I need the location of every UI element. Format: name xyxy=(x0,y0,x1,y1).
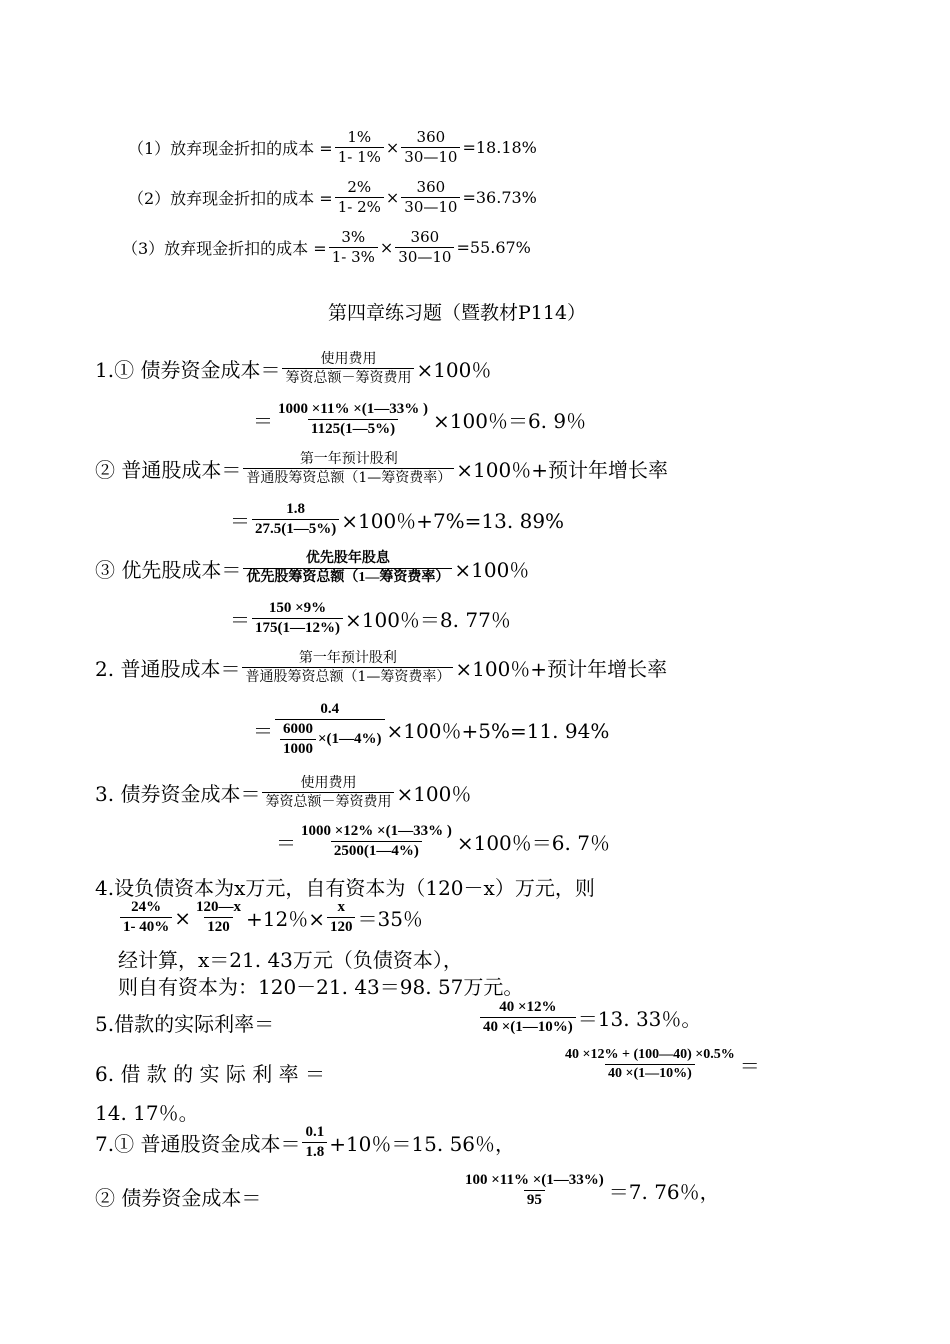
q3-calc: ＝ $\frac{1000 \times 12\% \times(1—33\% )}{2500(1—4\%)}$ ×100％＝6. 7％ xyxy=(276,823,610,859)
label: 3. 债券资金成本＝ xyxy=(95,782,261,807)
q7-bond-label-row: ② 债券资金成本＝ xyxy=(95,1186,262,1210)
tail: ×100％+7%=13. 89% xyxy=(341,509,565,534)
fraction: $\frac{x}{120}$ xyxy=(327,900,356,936)
q1-preferred-stock-cost xyxy=(95,552,529,585)
discount-line-1 xyxy=(128,130,537,166)
q4-equation: $\frac{24\%}{1- 40\%}$ × $\frac{120—x}{120}$ +12％× $\frac{x}{120}$ ＝35％ xyxy=(118,900,423,936)
q1-common-stock-calc: ＝ $\frac{1.8}{27.5(1—5\%)}$ ×100％+7%=13. 89% xyxy=(230,501,565,537)
times-sign: × xyxy=(385,138,400,158)
line-label: （3）放弃现金折扣的成本 = xyxy=(122,239,327,259)
label: ② 普通股成本＝ xyxy=(95,458,242,483)
label: 2. 普通股成本＝ xyxy=(95,657,241,682)
discount-line-2 xyxy=(128,180,537,216)
tail: ×100％＝8. 77％ xyxy=(345,608,511,633)
fraction: $\frac{\text{第一年预计股利}}{\text{普通股筹资总额（1—筹资费率）}}$ xyxy=(243,452,454,485)
line-label: （1）放弃现金折扣的成本 = xyxy=(128,139,333,159)
q1-bond-cost-calc: ＝ $\frac{1000 \times 11\% \times(1—33\% )}{1125(1—5\%)}$ ×100％＝6. 9％ xyxy=(253,401,587,437)
fraction: $\frac{1000 \times 11\% \times(1—33\% )}{1125(1—5\%)}$ xyxy=(278,401,429,437)
fraction: $\frac{24\%}{1- 40\%}$ xyxy=(120,900,172,936)
tail: ×100％+预计年增长率 xyxy=(455,657,668,682)
q3-bond-cost xyxy=(95,776,471,809)
result: =36.73% xyxy=(462,188,537,208)
fraction: $\frac{150 \times 9\%}{175(1—12\%)}$ xyxy=(252,601,343,637)
tail: ×100％ xyxy=(416,358,492,383)
q5-formula xyxy=(478,1000,701,1036)
q1-preferred-stock-calc: ＝ $\frac{150 \times 9\%}{175(1—12\%)}$ ×100％＝8. 77％ xyxy=(230,600,511,636)
tail: +10％＝15. 56％， xyxy=(329,1132,516,1157)
fraction: $\frac{360}{30—10}$ xyxy=(401,130,460,166)
fraction: $\frac{\text{优先股年股息}}{\text{优先股筹资总额（1—筹资费率）}}$ xyxy=(243,552,452,585)
fraction: $\frac{\text{第一年预计股利}}{\text{普通股筹资总额（1—筹资费率）}}$ xyxy=(242,651,453,684)
q4-line-4: 则自有资本为：120－21. 43＝98. 57万元。 xyxy=(118,975,524,999)
q5-label-row: 5.借款的实际利率＝ xyxy=(95,1012,275,1036)
q4-line-1: 4.设负债资本为x万元，自有资本为（120－x）万元，则 xyxy=(95,876,595,900)
fraction: $\frac{360}{30—10}$ xyxy=(401,180,460,216)
label: ③ 优先股成本＝ xyxy=(95,558,242,583)
q6-label-row: 6. 借 款 的 实 际 利 率 ＝ xyxy=(95,1062,325,1086)
q4-line-3: 经计算，x＝21. 43万元（负债资本）， xyxy=(118,948,463,972)
q7-bond-formula xyxy=(460,1173,720,1209)
tail: ＝ xyxy=(739,1054,760,1079)
fraction: $\frac{\text{使用费用}}{\text{筹资总额－筹资费用}}$ xyxy=(282,352,414,385)
tail: ×100％ xyxy=(454,558,530,583)
q2-calc: ＝ 0.4 $\frac{6000}{1000}$ ×(1—4%) ×100％+5%=11. 94% xyxy=(253,701,610,757)
result: =18.18% xyxy=(462,138,537,158)
q6-line-2: 14. 17％。 xyxy=(95,1101,199,1125)
fraction: $\frac{2\%}{1- 2\%}$ xyxy=(335,180,384,216)
tail: ＝7. 76％， xyxy=(608,1180,720,1205)
fraction: $\frac{1\%}{1- 1\%}$ xyxy=(335,130,384,166)
fraction: $\frac{100 \times 11\% \times(1—33\%)}{95}$ xyxy=(465,1172,604,1208)
tail: ＝13. 33％。 xyxy=(577,1007,702,1032)
q7-common-stock-cost xyxy=(95,1125,515,1161)
fraction: $\frac{3\%}{1- 3\%}$ xyxy=(329,230,378,266)
label: 7.① 普通股资金成本＝ xyxy=(95,1132,301,1157)
tail: ×100％+预计年增长率 xyxy=(456,458,668,483)
fraction: $\frac{\text{使用费用}}{\text{筹资总额－筹资费用}}$ xyxy=(262,776,394,809)
q1-bond-cost xyxy=(95,352,491,385)
chapter-title: 第四章练习题（暨教材P114） xyxy=(328,302,587,324)
fraction: $\frac{1000 \times 12\% \times(1—33\% )}{2500(1—4\%)}$ xyxy=(301,823,452,859)
tail: ×100％＝6. 7％ xyxy=(456,831,610,856)
times-sign: × xyxy=(379,238,394,258)
fraction: 0.4 $\frac{6000}{1000}$ ×(1—4%) xyxy=(275,702,385,757)
line-label: （2）放弃现金折扣的成本 = xyxy=(128,189,333,209)
fraction: $\frac{0.1}{1.8}$ xyxy=(302,1125,327,1161)
tail: ×100％＝6. 9％ xyxy=(433,409,587,434)
tail: ×100％+5%=11. 94% xyxy=(386,719,610,744)
fraction: $\frac{120—x}{120}$ xyxy=(196,899,242,935)
q1-label: 1.① 债券资金成本＝ xyxy=(95,358,281,383)
fraction: $\frac{40 \times 12\%}{40 \times(1—10\%)}$ xyxy=(480,1000,576,1036)
fraction: $\frac{40 \times 12\% + (100—40) \times 0.5\%}{40 \times(1—10\%)}$ xyxy=(565,1047,735,1081)
q2-common-stock-cost xyxy=(95,651,667,684)
tail: ×100％ xyxy=(396,782,472,807)
times-sign: × xyxy=(385,188,400,208)
result: =55.67% xyxy=(456,238,531,258)
q6-formula xyxy=(560,1048,760,1081)
q1-common-stock-cost xyxy=(95,452,668,485)
inner-fraction: $\frac{6000}{1000}$ xyxy=(280,722,316,758)
discount-line-3 xyxy=(122,230,531,266)
fraction: $\frac{1.8}{27.5(1—5\%)}$ xyxy=(252,502,339,538)
fraction: $\frac{360}{30—10}$ xyxy=(395,230,454,266)
